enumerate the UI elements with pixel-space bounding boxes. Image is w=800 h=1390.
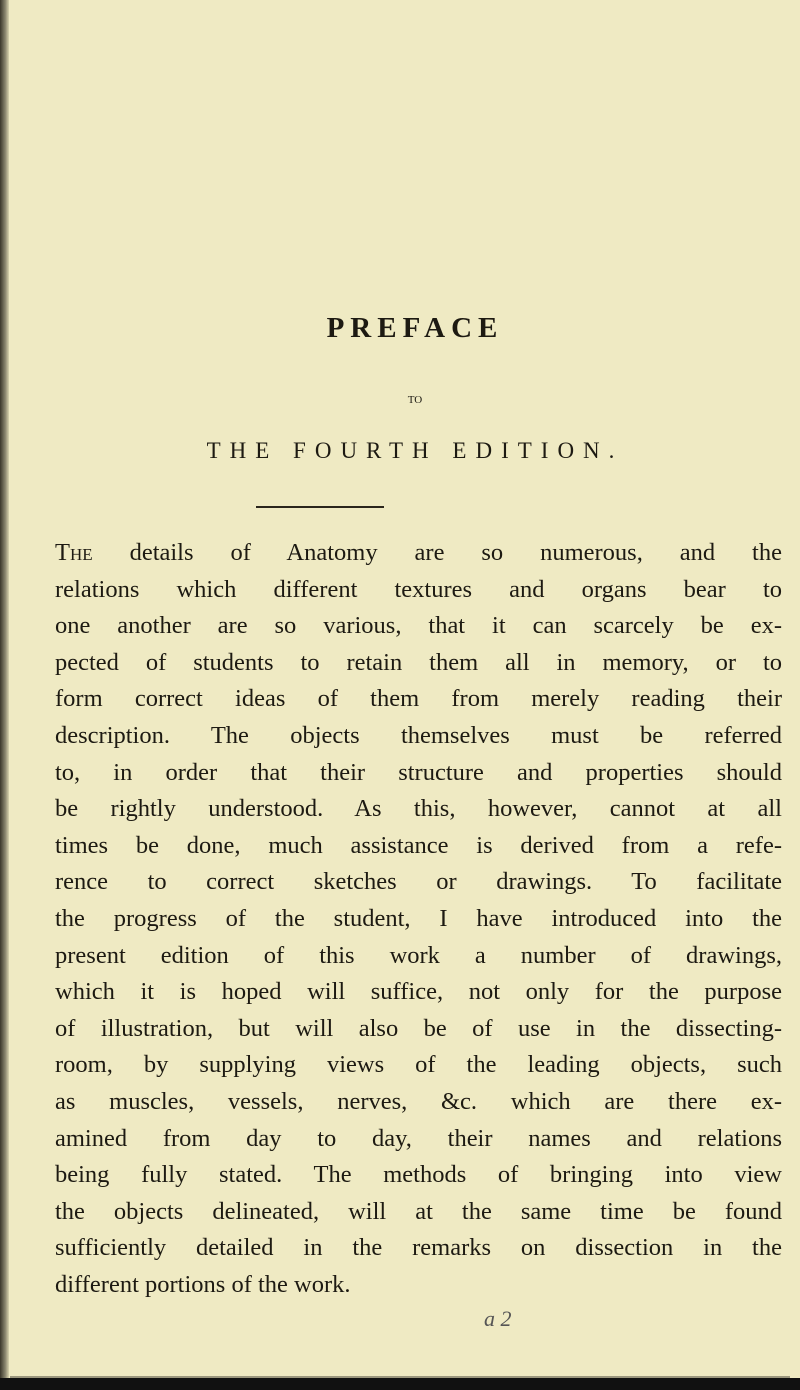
- paragraph-line: room, by supplying views of the leading objects, such: [55, 1051, 782, 1079]
- paragraph-line: to, in order that their structure and properties should: [55, 758, 782, 786]
- paragraph-line: times be done, much assistance is derived from a refe-: [55, 831, 782, 859]
- paragraph-line: [55, 535, 782, 572]
- scan-bottom-border: [0, 1378, 800, 1390]
- preface-body: [55, 535, 782, 1303]
- paragraph-line: sufficiently detailed in the remarks on dissection in the: [55, 1234, 782, 1262]
- book-binding-edge: [0, 0, 9, 1390]
- paragraph-line: different portions of the work.: [55, 1270, 351, 1298]
- paragraph-line: amined from day to day, their names and relations: [55, 1124, 782, 1152]
- paragraph-line: description. The objects themselves must be referred: [55, 721, 782, 749]
- paragraph-line: of illustration, but will also be of use in the dissecting-: [55, 1014, 782, 1042]
- page-subtitle: THE FOURTH EDITION.: [206, 438, 624, 463]
- paragraph-line: relations which different textures and organs bear to: [55, 575, 782, 603]
- paragraph-line: pected of students to retain them all in memory, or to: [55, 648, 782, 676]
- paragraph-line: one another are so various, that it can scarcely be ex-: [55, 612, 782, 640]
- paragraph-line: which it is hoped will suffice, not only for the purpose: [55, 978, 782, 1006]
- first-word: The: [55, 539, 93, 566]
- page-title: PREFACE: [326, 312, 504, 344]
- title-rule-divider: [256, 506, 384, 508]
- paragraph-line: the progress of the student, I have introduced into the: [55, 904, 782, 932]
- signature-mark: a 2: [484, 1306, 512, 1331]
- paragraph-line: present edition of this work a number of drawings,: [55, 941, 782, 969]
- paragraph-line: be rightly understood. As this, however, cannot at all: [55, 795, 782, 823]
- paragraph-line: the objects delineated, will at the same time be found: [55, 1197, 782, 1225]
- title-connector: TO: [407, 394, 423, 406]
- paragraph-line: being fully stated. The methods of bringing into view: [55, 1161, 782, 1189]
- paragraph-line: as muscles, vessels, nerves, &c. which are there ex-: [55, 1087, 782, 1115]
- paragraph-line: rence to correct sketches or drawings. To facilitate: [55, 868, 782, 896]
- paragraph-line: form correct ideas of them from merely reading their: [55, 685, 782, 713]
- line-text: details of Anatomy are so numerous, and the: [92, 539, 782, 566]
